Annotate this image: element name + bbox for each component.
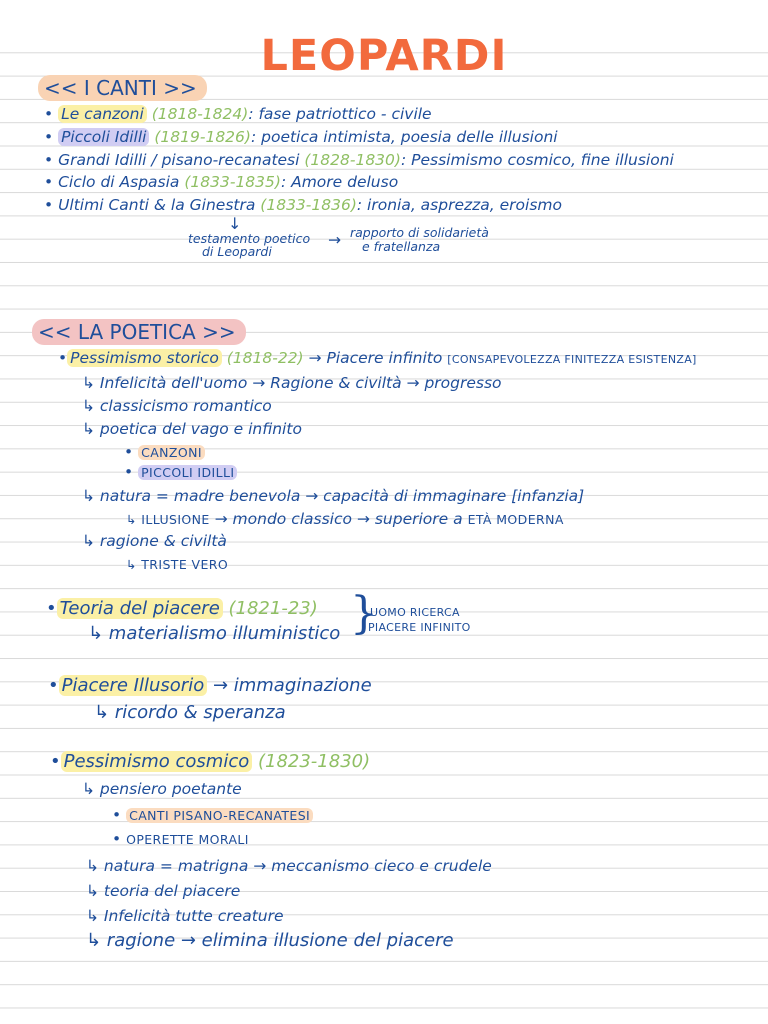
page-title: LEOPARDI: [260, 31, 508, 81]
pessimismo-cosmico: • Pessimismo cosmico (1823-1830): [50, 751, 371, 772]
storico-ragione: ↳ ragione & civiltà: [82, 532, 227, 550]
cosmico-teoria: ↳ teoria del piacere: [86, 882, 241, 900]
illusorio-ricordo: ↳ ricordo & speranza: [94, 702, 286, 723]
note-rapporto: rapporto di solidarietà: [350, 225, 489, 240]
note-arrow-icon: →: [328, 231, 341, 249]
storico-poetica-vago: ↳ poetica del vago e infinito: [82, 420, 302, 438]
arrow-down-icon: ↓: [228, 214, 242, 233]
canti-item-aspasia: • Ciclo di Aspasia (1833-1835): Amore deluso: [44, 173, 399, 191]
cosmico-bullet-operette: • OPERETTE MORALI: [112, 830, 249, 848]
brace-piacere-infinito: PIACERE INFINITO: [368, 621, 471, 634]
canti-item-piccoli-idilli: • Piccoli Idilli (1819-1826): poetica intimista, poesia delle illusioni: [44, 128, 558, 146]
storico-bullet-canzoni: • CANZONI: [124, 442, 205, 463]
brace-icon: }: [350, 588, 378, 639]
canti-item-ultimi-canti: • Ultimi Canti & la Ginestra (1833-1836): ironia, asprezza, eroismo: [44, 196, 562, 214]
cosmico-infelicita: ↳ Infelicità tutte creature: [86, 907, 284, 925]
brace-uomo-ricerca: UOMO RICERCA: [370, 606, 460, 619]
storico-bullet-piccoli-idilli: • PICCOLI IDILLI: [124, 462, 237, 483]
note-rapporto-2: e fratellanza: [362, 239, 441, 254]
storico-triste-vero: ↳ TRISTE VERO: [126, 557, 229, 572]
teoria-materialismo: ↳ materialismo illuministico: [88, 623, 341, 644]
piacere-illusorio: • Piacere Illusorio → immaginazione: [48, 675, 372, 696]
storico-natura: ↳ natura = madre benevola → capacità di immaginare [infanzia]: [82, 487, 585, 505]
note-testamento-2: di Leopardi: [202, 244, 272, 259]
cosmico-natura: ↳ natura = matrigna → meccanismo cieco e crudele: [86, 857, 492, 875]
storico-classicismo: ↳ classicismo romantico: [82, 397, 272, 415]
note-testamento: testamento poetico: [188, 231, 311, 246]
cosmico-ragione: ↳ ragione → elimina illusione del piacere: [86, 930, 454, 951]
storico-infelicita: ↳ Infelicità dell'uomo → Ragione & civiltà → progresso: [82, 374, 502, 392]
canti-item-grandi-idilli: • Grandi Idilli / pisano-recanatesi (1828-1830): Pessimismo cosmico, fine illusioni: [44, 151, 674, 169]
teoria-piacere: • Teoria del piacere (1821-23): [46, 598, 318, 619]
section-poetica-header: << LA POETICA >>: [32, 322, 246, 344]
cosmico-pensiero: ↳ pensiero poetante: [82, 780, 242, 798]
section-canti-header: << I CANTI >>: [38, 78, 207, 100]
cosmico-bullet-canti: • CANTI PISANO-RECANATESI: [112, 805, 313, 826]
pessimismo-storico: • Pessimismo storico (1818-22) → Piacere infinito [CONSAPEVOLEZZA FINITEZZA ESISTENZA]: [58, 349, 697, 367]
storico-illusione: ↳ ILLUSIONE → mondo classico → superiore a ETÀ MODERNA: [126, 510, 564, 528]
canti-item-canzoni: • Le canzoni (1818-1824): fase patriottico - civile: [44, 105, 432, 123]
